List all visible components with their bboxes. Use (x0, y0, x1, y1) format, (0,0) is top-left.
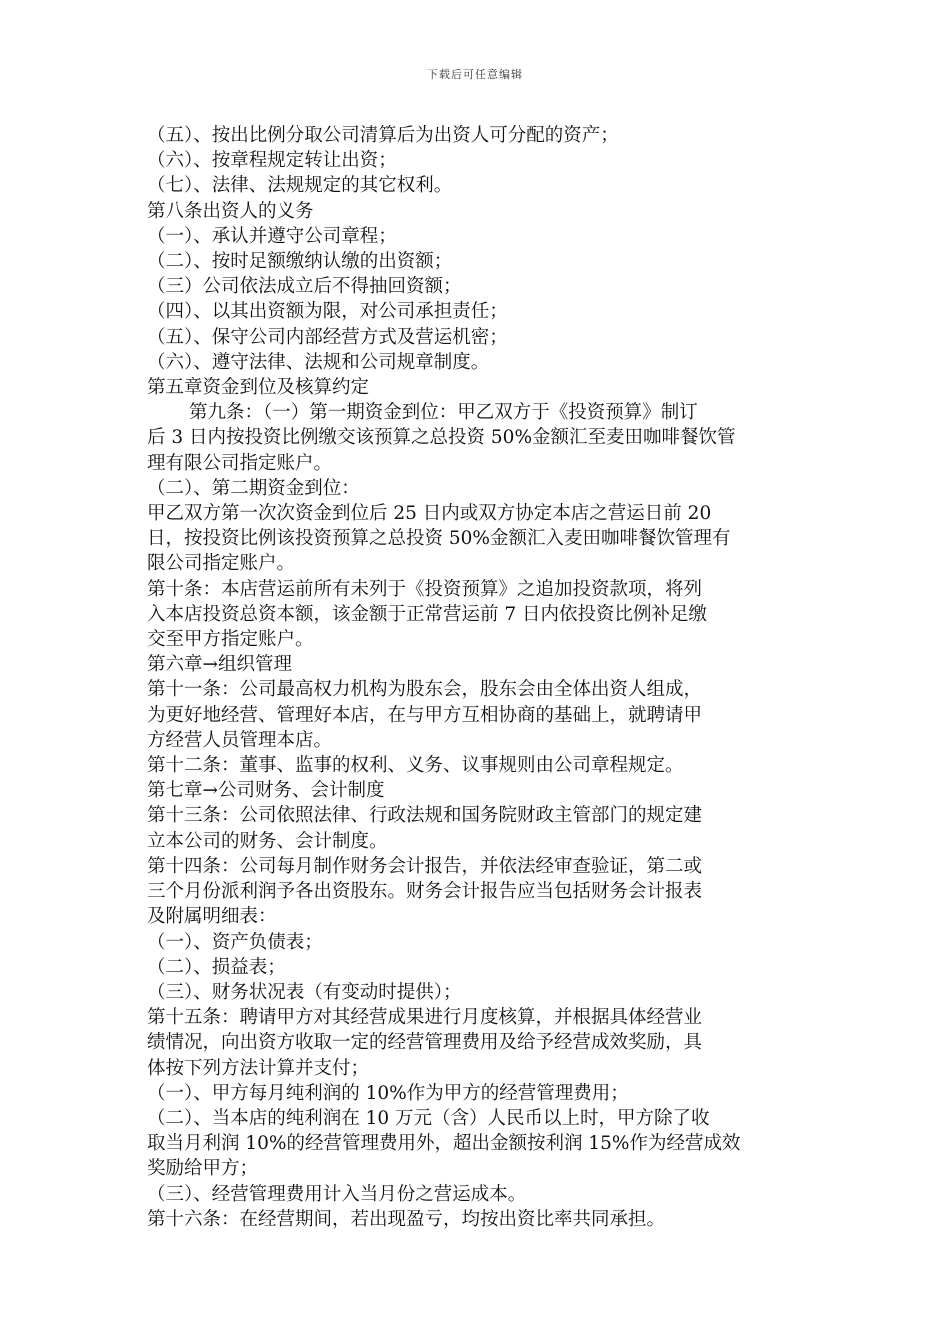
document-line: 第七章→公司财务、会计制度 (147, 780, 385, 802)
document-line: （二）、按时足额缴纳认缴的出资额； (147, 251, 453, 273)
page-header-note: 下载后可任意编辑 (427, 68, 523, 81)
document-line: （六）、按章程规定转让出资； (147, 150, 397, 172)
document-line: 为更好地经营、管理好本店，在与甲方互相协商的基础上，就聘请甲 (147, 704, 703, 726)
document-line: （二）、损益表； (147, 956, 286, 978)
document-line: 限公司指定账户。 (147, 553, 296, 575)
document-line: （二）、第二期资金到位： (147, 477, 360, 499)
document-line: 理有限公司指定账户。 (147, 452, 333, 474)
document-line: （七）、法律、法规规定的其它权利。 (147, 175, 453, 197)
document-line: 第十条：本店营运前所有未列于《投资预算》之追加投资款项，将列 (147, 578, 703, 600)
document-line: （一）、资产负债表； (147, 931, 323, 953)
document-line: 第十三条：公司依照法律、行政法规和国务院财政主管部门的规定建 (147, 805, 703, 827)
document-line: （五）、按出比例分取公司清算后为出资人可分配的资产； (147, 125, 619, 146)
document-line: （三）、财务状况表（有变动时提供）； (147, 981, 462, 1003)
document-line: （六）、遵守法律、法规和公司规章制度。 (147, 351, 490, 373)
document-line: 第十五条：聘请甲方对其经营成果进行月度核算，并根据具体经营业 (147, 1007, 703, 1029)
document-line: 第九条：（一）第一期资金到位：甲乙双方于《投资预算》制订 (189, 402, 698, 424)
document-line: 第十二条：董事、监事的权利、义务、议事规则由公司章程规定。 (147, 755, 684, 777)
document-line: 第八条出资人的义务 (147, 200, 314, 222)
document-line: （三）公司依法成立后不得抽回资额； (147, 276, 462, 298)
document-line: （三）、经营管理费用计入当月份之营运成本。 (147, 1183, 527, 1205)
document-line: （五）、保守公司内部经营方式及营运机密； (147, 326, 508, 348)
document-line: 日，按投资比例该投资预算之总投资 50%金额汇入麦田咖啡餐饮管理有 (147, 528, 731, 550)
document-line: 体按下列方法计算并支付； (147, 1057, 370, 1079)
document-line: 第十四条：公司每月制作财务会计报告，并依法经审查验证，第二或 (147, 855, 703, 877)
document-line: （一）、承认并遵守公司章程； (147, 225, 397, 247)
document-line: 第五章资金到位及核算约定 (147, 377, 370, 399)
document-line: 三个月份派利润予各出资股东。财务会计报告应当包括财务会计报表 (147, 881, 703, 903)
document-line: 第十一条：公司最高权力机构为股东会，股东会由全体出资人组成， (147, 679, 703, 701)
document-line: 甲乙双方第一次次资金到位后 25 日内或双方协定本店之营运日前 20 (147, 503, 712, 525)
document-line: （四）、以其出资额为限，对公司承担责任； (147, 301, 508, 323)
document-line: 第六章→组织管理 (147, 654, 293, 676)
document-line: 入本店投资总资本额，该金额于正常营运前 7 日内依投资比例补足缴 (147, 603, 708, 625)
document-line: 立本公司的财务、会计制度。 (147, 830, 388, 852)
document-body (147, 123, 807, 1232)
document-line: 奖励给甲方； (147, 1158, 259, 1180)
document-line: 及附属明细表： (147, 906, 277, 928)
document-line: 绩情况，向出资方收取一定的经营管理费用及给予经营成效奖励，具 (147, 1032, 703, 1054)
document-line: （二）、当本店的纯利润在 10 万元（含）人民币以上时，甲方除了收 (147, 1107, 710, 1129)
document-line: 交至甲方指定账户。 (147, 629, 314, 651)
document-line: 后 3 日内按投资比例缴交该预算之总投资 50%金额汇至麦田咖啡餐饮管 (147, 427, 736, 449)
document-line: 方经营人员管理本店。 (147, 729, 333, 751)
document-line: （一）、甲方每月纯利润的 10%作为甲方的经营管理费用； (147, 1082, 629, 1104)
document-line: 取当月利润 10%的经营管理费用外，超出金额按利润 15%作为经营成效 (147, 1133, 741, 1155)
document-line: 第十六条：在经营期间，若出现盈亏，均按出资比率共同承担。 (147, 1208, 666, 1230)
